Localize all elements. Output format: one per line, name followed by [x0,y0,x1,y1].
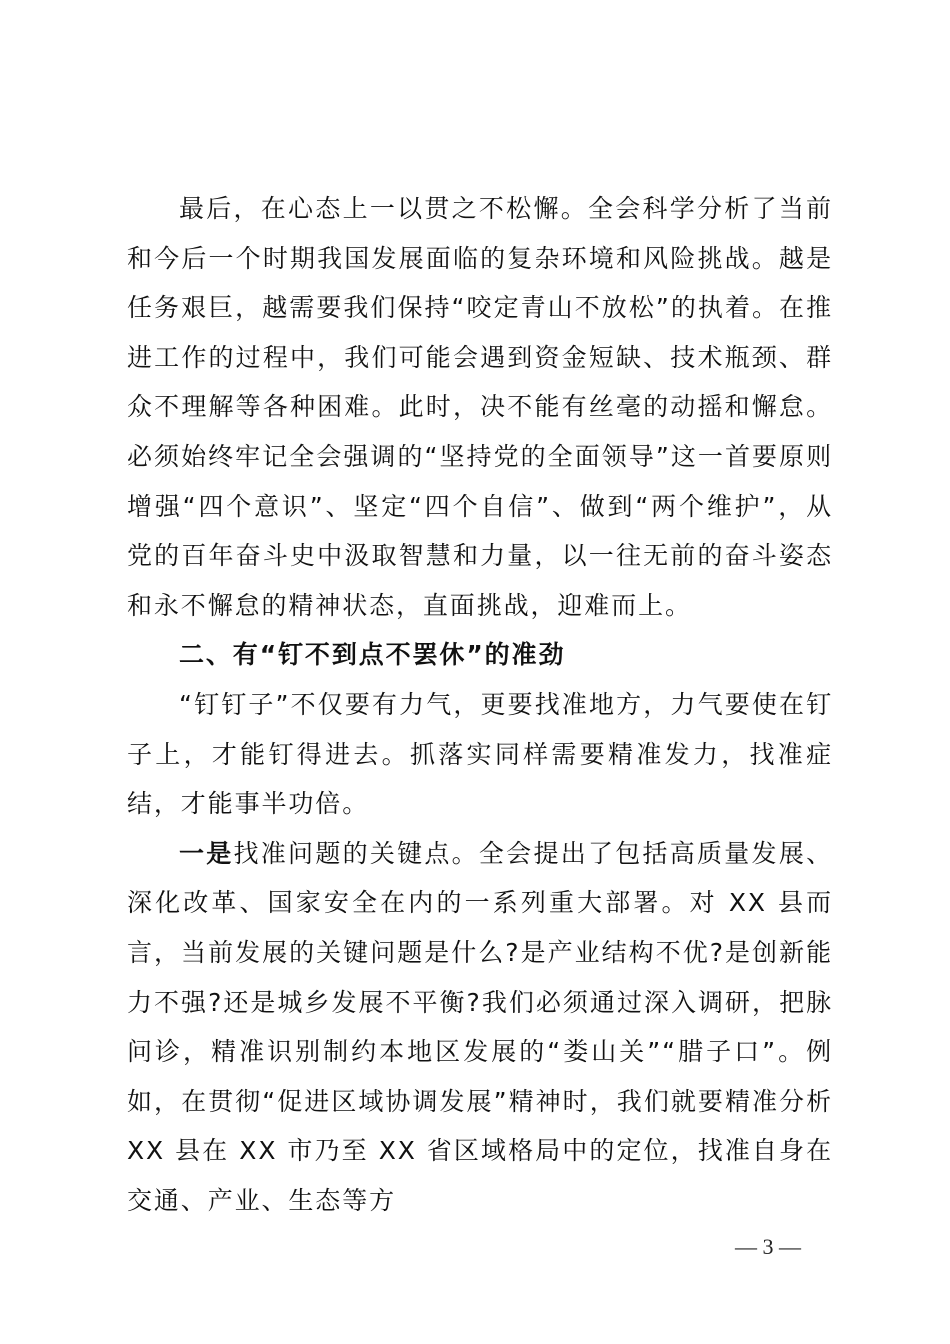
body-paragraph-key-point [127,829,833,1226]
document-page [127,184,833,1225]
body-paragraph-mindset [127,184,833,630]
paragraph-text: 找准问题的关键点。全会提出了包括高质量发展、深化改革、国家安全在内的一系列重大部署。对 XX 县而言，当前发展的关键问题是什么?是产业结构不优?是创新能力不强?还是城乡发展不平衡?我们必须通过深入调研，把脉问诊，精准识别制约本地区发展的“娄山关”“腊子口”。例如，在贯彻“促进区域协调发展”精神时，我们就要精准分析 XX 县在 XX 市乃至 XX 省区域格局中的定位，找准自身在交通、产业、生态等方 [127,838,833,1215]
page-number: — 3 — [735,1234,801,1259]
paragraph-lead-bold: 一是 [179,838,234,868]
body-paragraph-nail [127,680,833,829]
paragraph-text: “钉钉子”不仅要有力气，更要找准地方，力气要使在钉子上，才能钉得进去。抓落实同样需要精准发力，找准症结，才能事半功倍。 [127,689,833,819]
section-heading: 二、有“钉不到点不罢休”的准劲 [179,640,566,670]
paragraph-text: 最后，在心态上一以贯之不松懈。全会科学分析了当前和今后一个时期我国发展面临的复杂环境和风险挑战。越是任务艰巨，越需要我们保持“咬定青山不放松”的执着。在推进工作的过程中，我们可能会遇到资金短缺、技术瓶颈、群众不理解等各种困难。此时，决不能有丝毫的动摇和懈怠。必须始终牢记全会强调的“坚持党的全面领导”这一首要原则增强“四个意识”、坚定“四个自信”、做到“两个维护”，从党的百年奋斗史中汲取智慧和力量，以一往无前的奋斗姿态和永不懈怠的精神状态，直面挑战，迎难而上。 [127,194,833,620]
